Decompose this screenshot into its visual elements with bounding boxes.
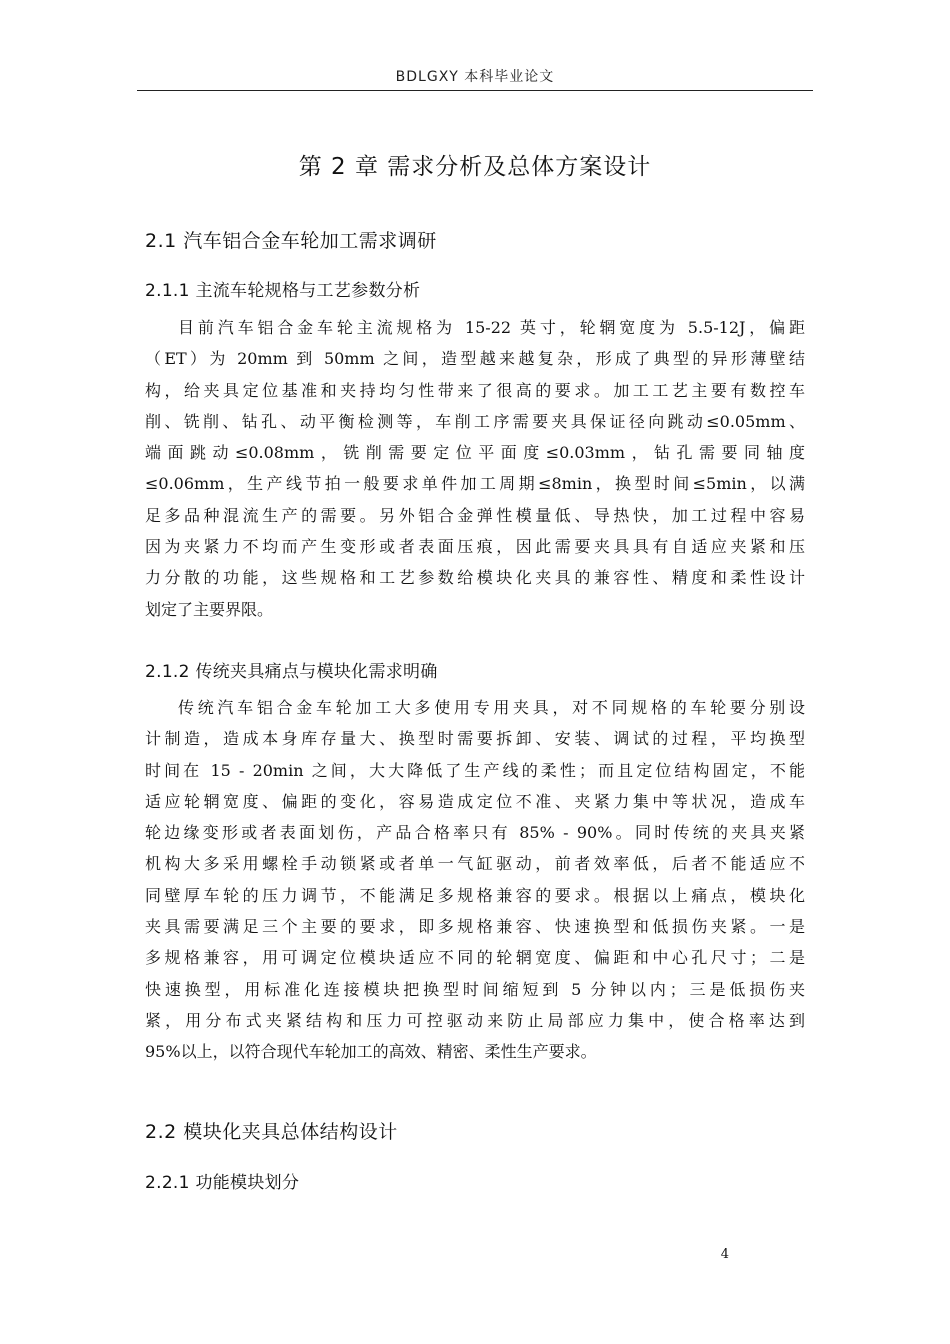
paragraph-line: 夹具需要满足三个主要的要求，即多规格兼容、快速换型和低损伤夹紧。一是 [145,917,805,937]
subsection-heading-2-1-1: 2.1.1 主流车轮规格与工艺参数分析 [145,281,421,301]
paragraph-line: 多规格兼容，用可调定位模块适应不同的轮辋宽度、偏距和中心孔尺寸；二是 [145,948,805,968]
subsection-heading-2-2-1: 2.2.1 功能模块划分 [145,1173,300,1193]
paragraph-line: ≤0.06mm，生产线节拍一般要求单件加工周期≤8min，换型时间≤5min，以满 [145,474,805,494]
header-divider [137,90,813,91]
paragraph-pain-points [145,692,805,1068]
paragraph-line: 紧，用分布式夹紧结构和压力可控驱动来防止局部应力集中，使合格率达到 [145,1010,805,1030]
paragraph-line: 时间在 15 - 20min 之间，大大降低了生产线的柔性；而且定位结构固定，不能 [145,760,805,780]
paragraph-line: （ET）为 20mm 到 50mm 之间，造型越来越复杂，形成了典型的异形薄壁结 [145,349,805,369]
paragraph-line: 适应轮辋宽度、偏距的变化，容易造成定位不准、夹紧力集中等状况，造成车 [145,791,805,811]
paragraph-line: 95%以上，以符合现代车轮加工的高效、精密、柔性生产要求。 [145,1042,597,1062]
section-heading-2-2: 2.2 模块化夹具总体结构设计 [145,1121,398,1143]
paragraph-line: 目前汽车铝合金车轮主流规格为 15-22 英寸，轮辋宽度为 5.5-12J，偏距 [178,318,805,337]
paragraph-line: 削、铣削、钻孔、动平衡检测等，车削工序需要夹具保证径向跳动≤0.05mm、 [145,411,805,431]
paragraph-line: 力分散的功能，这些规格和工艺参数给模块化夹具的兼容性、精度和柔性设计 [145,568,805,588]
paragraph-line: 端面跳动≤0.08mm，铣削需要定位平面度≤0.03mm，钻孔需要同轴度 [145,443,805,463]
paragraph-line: 轮边缘变形或者表面划伤，产品合格率只有 85% - 90%。同时传统的夹具夹紧 [145,823,805,843]
paragraph-line: 足多品种混流生产的需要。另外铝合金弹性模量低、导热快，加工过程中容易 [145,505,805,525]
running-header: BDLGXY 本科毕业论文 [395,69,555,85]
paragraph-line: 计制造，造成本身库存量大、换型时需要拆卸、安装、调试的过程，平均换型 [145,729,805,749]
paragraph-line: 机构大多采用螺栓手动锁紧或者单一气缸驱动，前者效率低，后者不能适应不 [145,854,805,874]
paragraph-line: 构，给夹具定位基准和夹持均匀性带来了很高的要求。加工工艺主要有数控车 [145,380,805,400]
subsection-heading-2-1-2: 2.1.2 传统夹具痛点与模块化需求明确 [145,662,438,682]
section-heading-2-1: 2.1 汽车铝合金车轮加工需求调研 [145,230,437,252]
page-number: 4 [720,1247,729,1262]
paragraph-line: 同壁厚车轮的压力调节，不能满足多规格兼容的要求。根据以上痛点，模块化 [145,885,805,905]
paragraph-line: 因为夹紧力不均而产生变形或者表面压痕，因此需要夹具具有自适应夹紧和压 [145,537,805,557]
paragraph-line: 传统汽车铝合金车轮加工大多使用专用夹具，对不同规格的车轮要分别设 [178,698,805,717]
paragraph-line: 快速换型，用标准化连接模块把换型时间缩短到 5 分钟以内；三是低损伤夹 [145,979,805,999]
chapter-title: 第 2 章 需求分析及总体方案设计 [298,154,652,180]
paragraph-line: 划定了主要界限。 [145,599,274,619]
paragraph-specs [145,312,805,625]
